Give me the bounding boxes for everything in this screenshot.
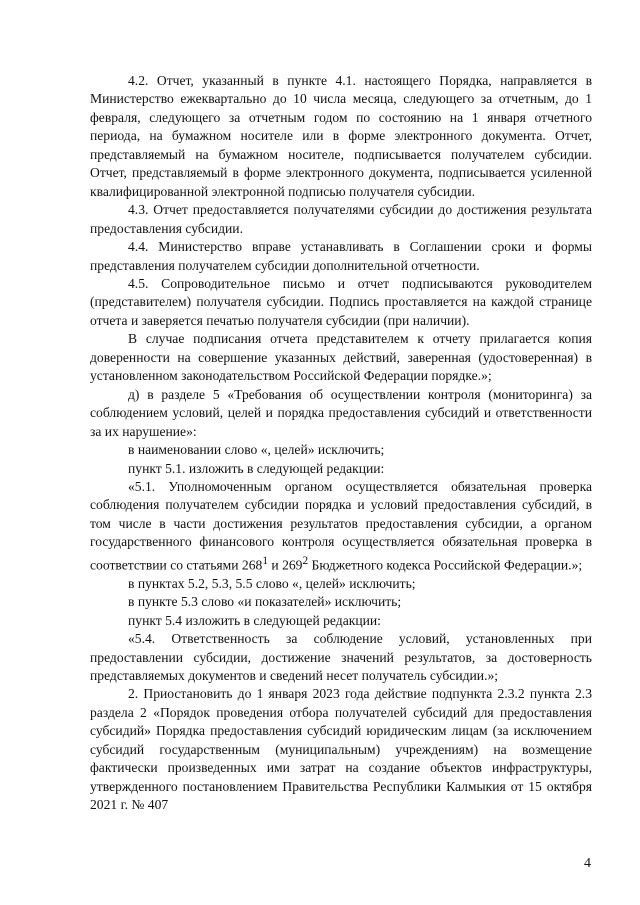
paragraph-5-1-text-b: и 269	[268, 557, 303, 573]
paragraph-5-1-text-a: «5.1. Уполномоченным органом осуществляется обязательная проверка соблюдения получателем субсидии порядка и условий предоставления субсидий, в том числе в части достижения результатов предоставления субсидии, а органом государственного финансового контроля осуществляется обязательная проверка в соответствии со статьями 268	[90, 478, 592, 573]
paragraph-4-3: 4.3. Отчет предоставляется получателями субсидии до достижения результата предоставления субсидии.	[90, 202, 592, 236]
page-number: 4	[584, 856, 591, 871]
paragraph-5-4-intro: пункт 5.4 изложить в следующей редакции:	[128, 612, 381, 628]
paragraph-section-5: д) в разделе 5 «Требования об осуществлении контроля (мониторинга) за соблюдением условий, целей и порядка предоставления субсидий и ответственности за их нарушение»:	[90, 386, 592, 439]
paragraph-representative: В случае подписания отчета представителем к отчету прилагается копия доверенности на совершение указанных действий, заверенная (удостоверенная) в установленном законодательством Российской Федерации порядке.»;	[90, 331, 592, 384]
paragraph-5-1	[90, 478, 592, 575]
paragraph-title-change: в наименовании слово «, целей» исключить;	[128, 442, 385, 458]
paragraph-5-1-intro: пункт 5.1. изложить в следующей редакции:	[128, 460, 385, 476]
paragraph-5-1-text-c: Бюджетного кодекса Российской Федерации.»;	[308, 557, 583, 573]
body-text	[90, 72, 592, 815]
superscript-2: 2	[302, 554, 309, 567]
paragraph-points-5-2-5-3-5-5: в пунктах 5.2, 5.3, 5.5 слово «, целей» исключить;	[128, 575, 416, 591]
paragraph-4-2: 4.2. Отчет, указанный в пункте 4.1. настоящего Порядка, направляется в Министерство ежеквартально до 10 числа месяца, следующего за отчетным, до 1 февраля, следующего за отчетным годом по состоянию на 1 января отчетного периода, на бумажном носителе или в форме электронного документа. Отчет, представляемый на бумажном носителе, подписывается получателем субсидии. Отчет, представляемый в форме электронного документа, подписывается усиленной квалифицированной электронной подписью получателя субсидии.	[90, 73, 592, 199]
paragraph-item-2: 2. Приостановить до 1 января 2023 года действие подпункта 2.3.2 пункта 2.3 раздела 2 «Порядок проведения отбора получателей субсидий для предоставления субсидий» Порядка предоставления субсидий юридическим лицам (за исключением субсидий государственным (муниципальным) учреждениям) на возмещение фактически произведенных ими затрат на создание объектов инфраструктуры, утвержденного постановлением Правительства Республики Калмыкия от 15 октября 2021 г. № 407	[90, 686, 592, 813]
paragraph-point-5-3: в пункте 5.3 слово «и показателей» исключить;	[128, 594, 402, 610]
paragraph-4-5: 4.5. Сопроводительное письмо и отчет подписываются руководителем (представителем) получателя субсидии. Подпись проставляется на каждой странице отчета и заверяется печатью получателя субсидии (при наличии).	[90, 275, 592, 328]
paragraph-4-4: 4.4. Министерство вправе устанавливать в Соглашении сроки и формы представления получателем субсидии дополнительной отчетности.	[90, 239, 592, 273]
superscript-1: 1	[262, 554, 268, 567]
paragraph-5-4: «5.4. Ответственность за соблюдение условий, установленных при предоставлении субсидии, достижение значений результатов, за достоверность представляемых документов и сведений несет получатель субсидии.»;	[90, 631, 592, 684]
